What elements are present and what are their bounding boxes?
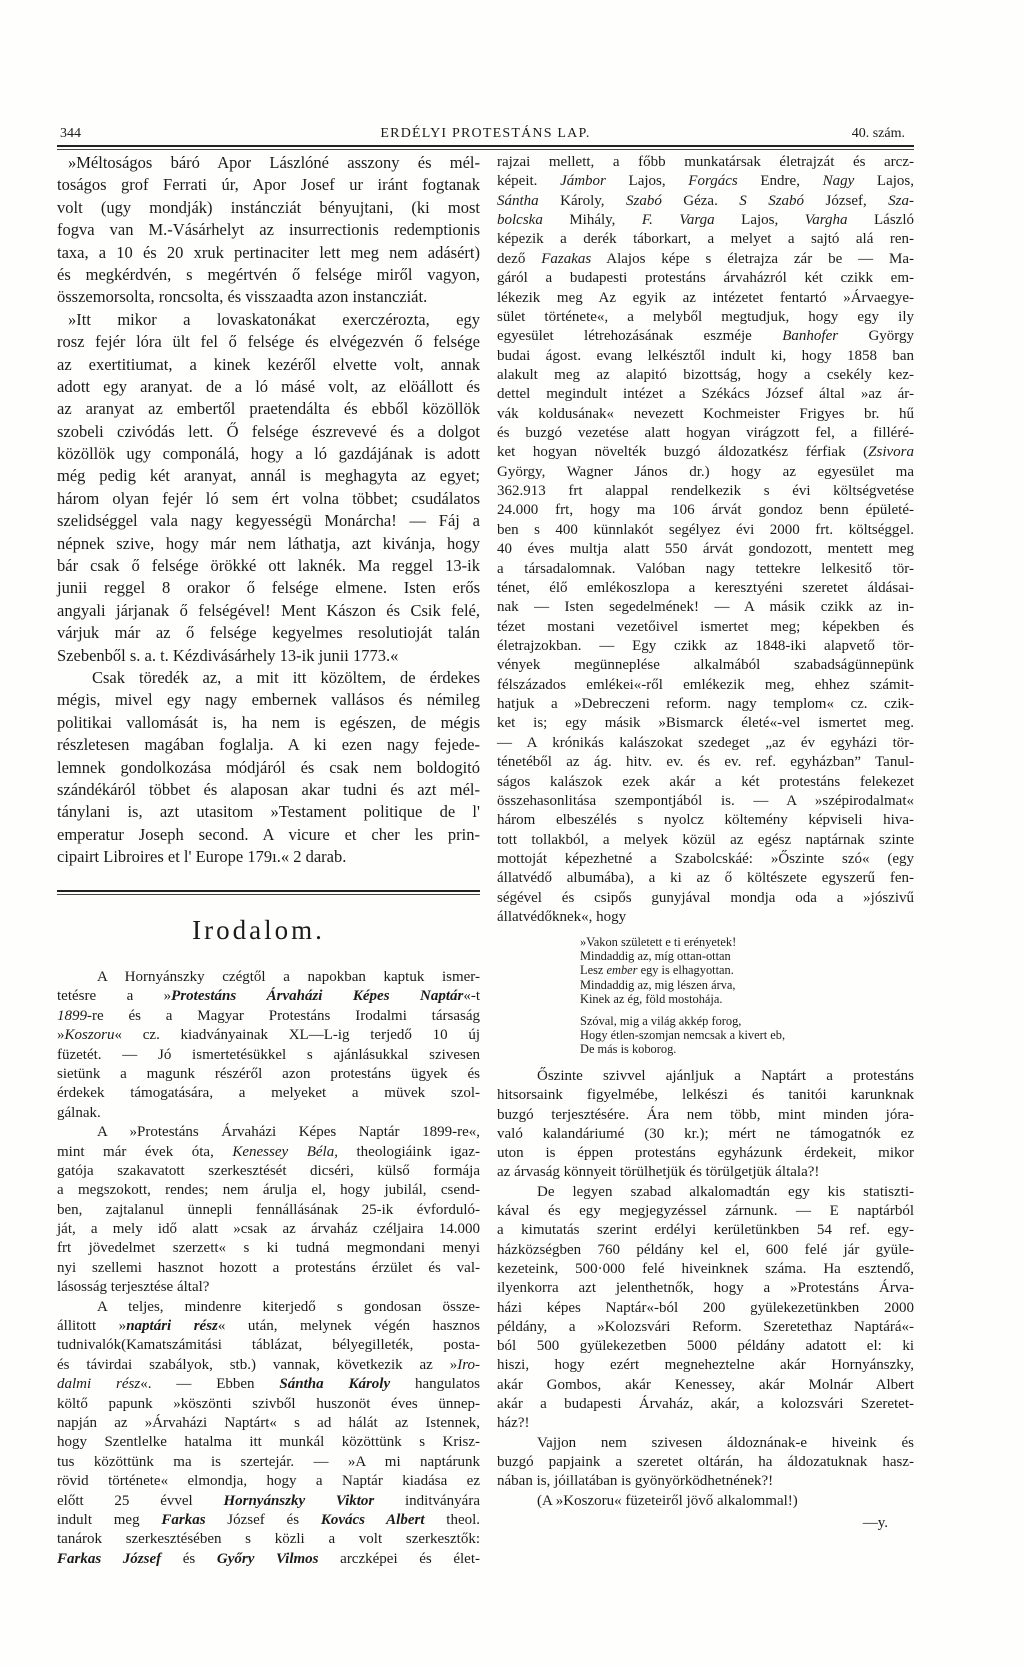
text-run: György bbox=[838, 328, 915, 345]
text-line: hogy Szentlelke hatalma itt munkál közöttünk s Krisz- bbox=[57, 1434, 480, 1451]
text-line: gatója szakavatott szerkesztését dicséri, külső formája bbox=[57, 1162, 480, 1179]
text-line: tánylani is, azt utasitom »Testament politique de l' bbox=[57, 802, 480, 822]
poem-line: Hogy étlen-szomjan nemcsak a kivert eb, bbox=[580, 1028, 786, 1043]
text-run: «. — Ebben bbox=[140, 1376, 280, 1393]
text-line: vények megünneplése alkalmából szabadságünnepünk bbox=[497, 657, 914, 674]
text-line: tézet mostani vezetőivel ismertet meg; képekben és bbox=[497, 618, 914, 635]
text-line: még pedig két aranyat, annál is meghagyta az egyet; bbox=[57, 466, 480, 486]
italic-text: Jámbor bbox=[560, 173, 606, 190]
italic-text: S Szabó bbox=[739, 192, 805, 209]
text-line bbox=[497, 443, 914, 462]
text-line: emperatur Joseph second. A vicure et cher les prin- bbox=[57, 824, 480, 844]
paragraph bbox=[497, 1434, 914, 1492]
italic-text: Banhofer bbox=[782, 328, 839, 345]
text-line: toságos grof Ferrati úr, Apor Josef ur iránt fogtanak bbox=[57, 175, 480, 195]
text-line: cipairt Libroires et l' Europe 179ı.« 2 darab. bbox=[57, 847, 347, 867]
poem-stanza bbox=[580, 1014, 900, 1057]
text-line: ségével és csipős gunyjával mondja oda a »jószivű bbox=[497, 889, 914, 906]
text-line: az exertitiumat, a kinek kezéről elvette volt, annak bbox=[57, 354, 480, 374]
text-line: házközségben 760 példány kel el, 600 felé jár gyüle- bbox=[497, 1241, 914, 1258]
text-run: » bbox=[57, 1027, 65, 1044]
text-line: budai ágost. evang lelkésztől indult ki, hogy 1858 ban bbox=[497, 347, 914, 364]
text-line: ben s 400 künnlakót segélyez évi 2000 frt. költséggel. bbox=[497, 521, 914, 538]
text-line: félszázados emlékei«-ről emlékezik meg, ehhez számit- bbox=[497, 676, 914, 693]
italic-text: Nagy bbox=[822, 173, 855, 190]
italic-text: Kenessey Béla bbox=[232, 1143, 335, 1160]
paragraph bbox=[57, 1298, 480, 1569]
text-line: ságos kalászok ezek akár a két protestáns felekezet bbox=[497, 773, 914, 790]
issue-number: 40. szám. bbox=[851, 126, 905, 141]
text-line: gálnak. bbox=[57, 1104, 101, 1121]
text-line: buzgó papjaink a szeretet oltárán, ha áldozatuknak hasz- bbox=[497, 1453, 914, 1470]
paragraph bbox=[57, 968, 480, 1123]
closing-section bbox=[497, 1067, 914, 1511]
text-run: tetésre a » bbox=[57, 988, 172, 1005]
text-run: József és bbox=[205, 1511, 321, 1528]
text-line: három elbeszélés s nyolcz költemény képviseli hiva- bbox=[497, 812, 914, 829]
text-line: részletesen magában foglalja. A ki ezen nagy fejede- bbox=[57, 735, 480, 755]
text-line: a társadalomnak. Valóban nagy tettekre lelkesitő tör- bbox=[497, 560, 914, 577]
italic-text: Fazakas bbox=[541, 250, 592, 267]
text-run: ket hogyan növelték buzgó áldozatkész férfiak ( bbox=[497, 444, 869, 461]
text-line: tus közöttünk ma is szertejár. — »A mi naptárunk bbox=[57, 1453, 480, 1470]
text-line: népnek szive, hogy már nem láthatja, azt kivánja, hogy bbox=[57, 533, 480, 553]
text-line: ben, zajtalanul ünnepli fennállásának 25-ik évforduló- bbox=[57, 1201, 480, 1218]
text-line: kával és egy megjegyzéssel zárnunk. — E naptárból bbox=[497, 1203, 914, 1220]
text-run: arczképei és élet- bbox=[318, 1550, 480, 1567]
text-run: Mihály, bbox=[542, 212, 642, 229]
text-line: kezeteink, 500·000 felé hiveinknek száma. Ha esztendő, bbox=[497, 1260, 914, 1277]
text-run: egy is elhagyottan. bbox=[637, 963, 734, 978]
text-line: való kalandáriumé (30 kr.); mért ne támogatnók ez bbox=[497, 1125, 914, 1142]
text-run: «-t bbox=[463, 988, 480, 1005]
text-line: állatvédőknek«, hogy bbox=[497, 909, 627, 926]
text-line bbox=[497, 172, 914, 191]
page-number: 344 bbox=[60, 126, 81, 141]
text-line: rövid története« elmondja, hogy a Naptár kiadása ez bbox=[57, 1473, 480, 1490]
text-line: nak — Isten segedelmének! — A másik czikk az in- bbox=[497, 599, 914, 616]
text-line: érdekek támogatására, a melyeket a müvek szol- bbox=[57, 1085, 480, 1102]
text-line bbox=[57, 1375, 480, 1394]
text-line: füzetét. — Jó ismertetésükkel s ajánlásukkal szivesen bbox=[57, 1046, 480, 1063]
header-double-rule bbox=[57, 145, 914, 150]
poem-line: Kinek az ég, föld mostohája. bbox=[580, 991, 723, 1006]
author-signature: —y. bbox=[862, 1515, 888, 1531]
text-line: ból 500 gyülekezetben 5000 példány adatott el: ki bbox=[497, 1338, 914, 1355]
text-run: Lajos, bbox=[854, 173, 915, 190]
text-line: Szebenből s. a. t. Kézdivásárhely 13-ik junii 1773.« bbox=[57, 645, 399, 665]
text-line: lemnek gondolkozása módjáról és csak nem boldogitó bbox=[57, 757, 480, 777]
text-line: összemorsolta, roncsolta, és visszaadta azon instancziát. bbox=[57, 287, 428, 307]
italic-text: Koszoru bbox=[64, 1027, 115, 1044]
section-heading: Irodalom. bbox=[192, 915, 325, 945]
text-line: adott egy aranyat. de a ló másé volt, az elöállott és bbox=[57, 376, 480, 396]
text-run: theol. bbox=[424, 1511, 481, 1528]
text-line: napján az »Árvaházi Naptárt« s ad hálát az Istennek, bbox=[57, 1414, 480, 1431]
text-line: rajzai mellett, a főbb munkatársak életrajzát és arcz- bbox=[497, 154, 914, 170]
text-line: három olyan fejér ló sem ért volna többet; csudálatos bbox=[57, 488, 480, 508]
text-line bbox=[497, 250, 914, 269]
text-line: lásosság terjesztése által? bbox=[57, 1279, 210, 1296]
text-run: és bbox=[161, 1550, 217, 1567]
text-line: ténet, élő emlékoszlopa a keresztyéni szeretet áldásai- bbox=[497, 579, 914, 596]
text-line: gáról a budapesti protestáns árvaházról két czikk em- bbox=[497, 270, 914, 287]
text-line bbox=[57, 1007, 480, 1026]
text-run: Lajos, bbox=[714, 212, 805, 229]
text-run: dező bbox=[497, 250, 542, 267]
text-line: akár a budapesti Árvaház, akár, a kolozsvári Szeretet- bbox=[497, 1396, 914, 1413]
text-line bbox=[57, 1026, 480, 1045]
text-line: az árvaság könnyeit törülhetjük és törülgetjük általa?! bbox=[497, 1164, 820, 1181]
text-line: A Hornyánszky czégtől a napokban kaptuk ismer- bbox=[97, 969, 480, 985]
paragraph bbox=[497, 153, 914, 927]
italic-text: Szabó bbox=[625, 192, 662, 209]
text-line: ténetéből az ág. hitv. ev. és ev. ref. egyházban” Tanul- bbox=[497, 754, 914, 771]
section-divider-rule bbox=[57, 890, 480, 895]
text-line: ját, a mely idő alatt »csak az árvaház czéljaira 14.000 bbox=[57, 1221, 480, 1238]
bold-italic-text: Protestáns Árvaházi Képes Naptár bbox=[171, 988, 464, 1005]
paragraph bbox=[57, 667, 480, 869]
text-line: alakult meg az alapitó bizottság, hogy a csekély kez- bbox=[497, 366, 914, 383]
text-line: akár Gombos, akár Kenessey, akár Molnár Albert bbox=[497, 1376, 914, 1393]
text-line: és megkérdvén, s megértvén ő felsége miről vagyon, bbox=[57, 264, 480, 284]
text-line bbox=[497, 327, 914, 346]
text-line: mottoját képezhetné a Szabolcskáé: »Őszinte szó« (egy bbox=[497, 850, 914, 867]
text-line: hitsorsaink figyelmébe, lelkészi és tanitói karunknak bbox=[497, 1087, 914, 1104]
letter-excerpt-section bbox=[57, 152, 480, 869]
text-line: példány, a »Kolozsvári Reform. Szeretethaz Naptárá«- bbox=[497, 1318, 914, 1335]
text-run: képeit. bbox=[497, 173, 561, 190]
bold-italic-text: Kovács Albert bbox=[320, 1511, 425, 1528]
text-line: Őszinte szivvel ajánljuk a Naptárt a protestáns bbox=[537, 1068, 914, 1084]
text-line: életrajzokban. — Egy czikk az 1848-iki alapvető tör- bbox=[497, 637, 914, 654]
poem-line bbox=[580, 963, 900, 977]
italic-text: Sántha bbox=[497, 192, 539, 209]
bold-italic-text: Hornyánszky Viktor bbox=[223, 1492, 375, 1509]
text-line bbox=[57, 1550, 480, 1569]
text-line: szobeli czivódás lett. Ő felsége észrevevé és a dolgot bbox=[57, 421, 480, 441]
text-line: és buzgó vezetése alatt hogyan virágzott fel, a filléré- bbox=[497, 425, 914, 442]
italic-text: Iro- bbox=[457, 1356, 480, 1373]
text-line: hiszi, hogy ezért megneheztelne akár Hornyánszky, bbox=[497, 1357, 914, 1374]
text-run: Lesz bbox=[580, 963, 607, 978]
text-line: György, Wagner János dr.) hogy az egyesület ma bbox=[497, 463, 914, 480]
italic-text: bolcska bbox=[497, 212, 543, 229]
text-line: tudnivalók(Kamatszámitási táblázat, bélyegilleték, posta- bbox=[57, 1337, 480, 1354]
paragraph bbox=[497, 1492, 914, 1511]
text-line: várjuk már az ő felsége kegyelmes resolutioját talán bbox=[57, 623, 480, 643]
text-run: Lajos, bbox=[605, 173, 689, 190]
bold-italic-text: Farkas bbox=[161, 1511, 206, 1528]
bold-italic-text: Farkas József bbox=[57, 1550, 162, 1567]
text-line: szelidséggel vala nagy kegyességü Monárcha! — Fáj a bbox=[57, 511, 480, 531]
text-line: — A krónikás kalászokat szedeget „az év egyházi tör- bbox=[497, 734, 914, 751]
text-line: költő papunk »köszönti szivből huszonöt éves ünnep- bbox=[57, 1395, 480, 1412]
text-line: házi képes Naptár«-ból 200 gyülekezetünkben 2000 bbox=[497, 1299, 914, 1316]
text-line: De legyen szabad alkalomadtán egy kis statiszti- bbox=[537, 1183, 914, 1200]
text-line bbox=[57, 1317, 480, 1336]
bold-italic-text: Győry Vilmos bbox=[216, 1550, 319, 1567]
italic-text: dalmi rész bbox=[57, 1376, 141, 1393]
italic-text: Vargha bbox=[804, 212, 848, 229]
text-line: vák koldusának« nevezett Kochmeister Frigyes br. hű bbox=[497, 405, 914, 422]
text-line: képezik a derék táborkart, a melyet a sajtó alá ren- bbox=[497, 231, 914, 248]
text-line: 24.000 frt, hogy ma 106 árvát gondoz benn épületé- bbox=[497, 502, 914, 519]
text-line: taxa, a 10 és 20 xruk pertinaciter lett meg nem adásért) bbox=[57, 242, 480, 262]
literature-review-section bbox=[57, 968, 480, 1569]
paragraph bbox=[57, 309, 480, 667]
bold-italic-text: Sántha Károly bbox=[279, 1376, 391, 1393]
text-line: rosz fejér lóra ült fel ő felsége és elvégezvén ő felsége bbox=[57, 332, 480, 352]
text-line: »Méltoságos báró Apor Lászlóné asszony és mél- bbox=[68, 153, 480, 172]
text-run: -re és a Magyar Protestáns Irodalmi társaság bbox=[87, 1007, 480, 1024]
text-line: fogva van M.-Vásárhelyt az insurrectionis redemptionis bbox=[57, 220, 480, 240]
text-run: egyesület létrehozásának eszméje bbox=[497, 328, 783, 345]
text-line: a megszokott, rendes; nem árulja el, hogy jubilál, csend- bbox=[57, 1182, 480, 1199]
text-line: (A »Koszoru« füzeteiről jövő alkalommal!) bbox=[537, 1492, 798, 1509]
text-line: 40 éves multja alatt 550 árvát gondozott, mentett meg bbox=[497, 541, 914, 558]
text-line: Csak töredék az, a mit itt közöltem, de érdekes bbox=[92, 667, 480, 687]
text-line: tanárok szerkesztésében s közli a volt szerkesztők: bbox=[57, 1531, 480, 1548]
text-line: Vajjon nem szivesen áldoznának-e hiveink és bbox=[537, 1434, 914, 1451]
poem-line: Mindaddig az, mig lészen árva, bbox=[580, 977, 736, 992]
text-line: ket is; egy másik »Bismarck életé«-vel ismertet meg. bbox=[497, 715, 914, 732]
text-line: a kimutatás szerint erdélyi kerületünkben 54 ref. egy- bbox=[497, 1222, 914, 1239]
text-line: tott tollakból, a melyek közül az egész naptárnak szinte bbox=[497, 831, 914, 848]
text-line bbox=[497, 192, 914, 211]
paragraph bbox=[57, 1123, 480, 1298]
text-run: « után, melynek végén hasznos bbox=[217, 1318, 480, 1335]
text-line: angyali járjanak ő felségével! Ment Kászon és Csik felé, bbox=[57, 600, 480, 620]
text-line: szándékáról többet és alaposan akar tudni és azt mél- bbox=[57, 779, 480, 799]
text-line: nában is, jóillatában is gyönyörködhetnének?! bbox=[497, 1473, 774, 1490]
text-line: hatjuk a »Debreczeni reform. nagy templom« cz. czik- bbox=[497, 696, 914, 713]
text-line bbox=[497, 211, 914, 230]
text-run: « cz. kiadványainak XL—L-ig terjedő 10 új bbox=[114, 1027, 480, 1044]
text-run: indult meg bbox=[57, 1511, 162, 1528]
text-line: bár csak ő felsége örökké ott laknék. Ma reggel 13-ik bbox=[57, 556, 480, 576]
text-run: Endre, bbox=[737, 173, 823, 190]
italic-text: Forgács bbox=[688, 173, 738, 190]
poem-line: De más is koborog. bbox=[580, 1042, 677, 1057]
journal-title: ERDÉLYI PROTESTÁNS LAP. bbox=[380, 126, 591, 141]
poem-line: Mindaddig az, míg ottan-ottan bbox=[580, 949, 731, 964]
text-line: junii reggel 8 orakor ő felsége elmene. Isten erős bbox=[57, 578, 480, 598]
text-line: dettel megindult intézet a Székács József által »az ár- bbox=[497, 386, 914, 403]
text-line: uton is éppen protestáns egyházunk érdekeit, mikor bbox=[497, 1145, 914, 1162]
italic-text: Sza- bbox=[888, 192, 914, 209]
poem-quotation bbox=[580, 935, 900, 1057]
text-line: ilyenkorra azt jelenthetnők, hogy a »Protestáns Árva- bbox=[497, 1280, 914, 1297]
text-run: hangulatos bbox=[390, 1376, 480, 1393]
text-line: A »Protestáns Árvaházi Képes Naptár 1899-re«, bbox=[97, 1124, 480, 1141]
text-run: Alajos képe s életrajza zár be — Ma- bbox=[591, 250, 914, 267]
text-line bbox=[57, 987, 480, 1006]
text-line bbox=[57, 1492, 480, 1511]
poem-line: »Vakon született e ti erényetek! bbox=[580, 935, 737, 949]
text-line: az aranyat az embertől praetendálta és ebből közöllök bbox=[57, 399, 480, 419]
text-line: 362.913 frt alappal rendelkezik s évi költségvetése bbox=[497, 483, 914, 500]
text-line: sietünk a magunk részéről azon protestáns ügyek és bbox=[57, 1065, 480, 1082]
running-header bbox=[57, 125, 914, 143]
text-line: nyi szellemi hasznot hozott a protestáns érzület és val- bbox=[57, 1259, 480, 1276]
text-line: politikai vallomását is, ha nem is egészen, de mégis bbox=[57, 712, 480, 732]
paragraph bbox=[57, 152, 480, 309]
text-run: előtt 25 évvel bbox=[57, 1492, 224, 1509]
text-line: volt (ugy mondják) instáncziát bényujtani, (ki most bbox=[57, 197, 480, 217]
text-line: közöllök ugy componálá, hogy a ló gazdájának is adott bbox=[57, 444, 480, 464]
text-run: Géza. bbox=[661, 192, 740, 209]
text-run: mint már évek óta, bbox=[57, 1143, 233, 1160]
text-line: ház?! bbox=[497, 1415, 530, 1432]
text-run: László bbox=[847, 212, 915, 229]
text-line bbox=[57, 1356, 480, 1375]
bold-italic-text: naptári rész bbox=[126, 1318, 218, 1335]
text-line: »Itt mikor a lovaskatonákat exerczérozta, egy bbox=[68, 309, 480, 329]
text-run: , theologiáink igaz- bbox=[334, 1143, 480, 1160]
text-line: frt jövedelmet szerzett« s ki tudná megmondani menyi bbox=[57, 1240, 480, 1257]
text-run: Károly, bbox=[538, 192, 626, 209]
text-line: mégis, mivel egy nagy embernek vallásos és némileg bbox=[57, 690, 480, 710]
poem-line: Szóval, mig a világ akkép forog, bbox=[580, 1013, 742, 1028]
text-line: lékezik meg Az egyik az intézetet fentartó »Árvaegye- bbox=[497, 289, 914, 306]
italic-text: F. Varga bbox=[641, 212, 715, 229]
text-run: állitott » bbox=[57, 1318, 127, 1335]
italic-text: Zsivora bbox=[868, 444, 914, 461]
text-run: József, bbox=[804, 192, 889, 209]
text-line: sület története«, a melyből megtudjuk, hogy egy ily bbox=[497, 308, 914, 325]
text-run: és távirdai szabályok, stb.) vannak, következik az » bbox=[57, 1356, 458, 1373]
literature-review-continued bbox=[497, 153, 914, 927]
text-run: inditványára bbox=[374, 1492, 480, 1509]
text-line: buzgó terjesztésére. Ára nem több, mint minden jóra- bbox=[497, 1106, 914, 1123]
paragraph bbox=[497, 1067, 914, 1183]
paragraph bbox=[497, 1183, 914, 1434]
text-line: összehasonlitása szempontjából is. — A »szépirodalmat« bbox=[497, 792, 914, 809]
poem-stanza bbox=[580, 935, 900, 1006]
italic-text: ember bbox=[606, 963, 638, 978]
italic-text: 1899 bbox=[57, 1007, 87, 1024]
text-line bbox=[57, 1511, 480, 1530]
text-line: A teljes, mindenre kiterjedő s gondosan össze- bbox=[97, 1298, 480, 1315]
text-line bbox=[57, 1143, 480, 1162]
text-line: állatvédő albumába), a ki az ő költészete egyszerű fen- bbox=[497, 870, 914, 887]
